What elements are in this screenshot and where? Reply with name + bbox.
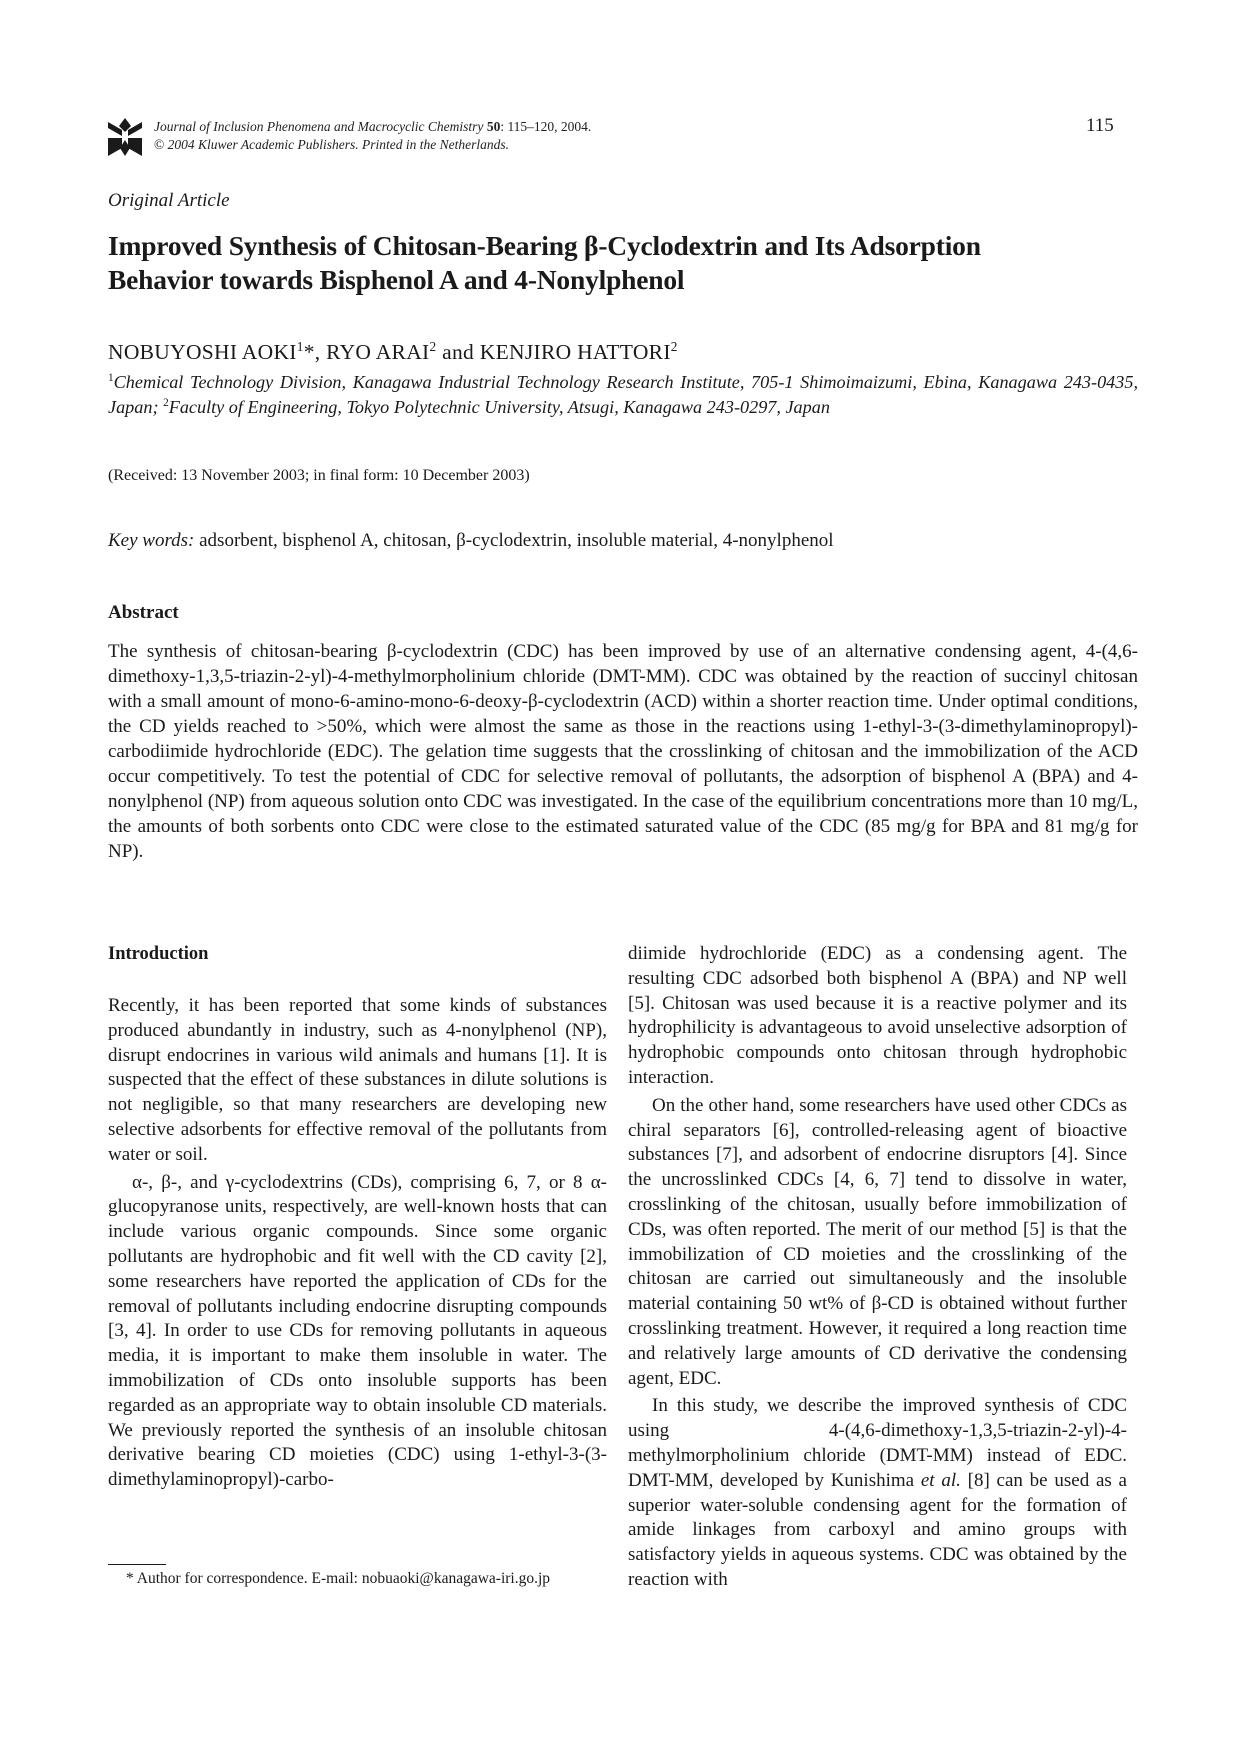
affiliation-2: Faculty of Engineering, Tokyo Polytechnic University, Atsugi, Kanagawa 243-0297, Japan — [168, 397, 830, 417]
intro-paragraph-5 — [628, 1394, 1127, 1592]
kluwer-logo-icon — [108, 118, 142, 156]
affil-mark: 1 — [296, 338, 304, 354]
journal-citation — [154, 118, 874, 136]
corresponding-mark: *, — [303, 340, 321, 364]
et-al: et al. — [920, 1469, 961, 1491]
copyright-symbol: © — [154, 137, 165, 152]
affiliation-1: Chemical Technology Division, Kanagawa Industrial Technology Research Institute, 705-1 Shimoimaizumi, Ebina, Kanagawa 243-0435, Japan; — [108, 372, 1138, 417]
author-arai: RYO ARAI — [320, 340, 430, 364]
affil-mark: 2 — [163, 396, 169, 409]
journal-header — [154, 118, 874, 154]
journal-pages: : 115–120, 2004. — [500, 119, 592, 134]
abstract-body: The synthesis of chitosan-bearing β-cyclodextrin (CDC) has been improved by use of an alternative condensing agent, 4-(4,6-dimethoxy-1,3,5-triazin-2-yl)-4-methylmorpholinium chloride (DMT-MM). CDC was obtained by the reaction of succinyl chitosan with a small amount of mono-6-amino-mono-6-deoxy-β-cyclodextrin (ACD) within a shorter reaction time. Under optimal conditions, the CD yields reached to >50%, which were almost the same as those in the reactions using 1-ethyl-3-(3-dimethylaminopropyl)-carbodiimide hydrochloride (EDC). The gelation time suggests that the crosslinking of chitosan and the immobilization of the ACD occur competitively. To test the potential of CDC for selective removal of pollutants, the adsorption of bisphenol A (BPA) and 4-nonylphenol (NP) from aqueous solution onto CDC was investigated. In the case of the equilibrium concentrations more than 10 mg/L, the amounts of both sorbents onto CDC were close to the estimated saturated value of the CDC (85 mg/g for BPA and 81 mg/g for NP). — [108, 641, 1138, 862]
copyright-text: 2004 Kluwer Academic Publishers. Printed in the Netherlands. — [167, 137, 509, 152]
title-line-1: Improved Synthesis of Chitosan-Bearing β-Cyclodextrin and Its Adsorption — [108, 230, 981, 261]
page-number: 115 — [1086, 115, 1114, 136]
affil-mark: 1 — [108, 371, 114, 384]
keywords — [108, 530, 834, 552]
intro-paragraph-1: Recently, it has been reported that some kinds of substances produced abundantly in industry, such as 4-nonylphenol (NP), disrupt endocrines in various wild animals and humans [1]. It is suspected that the effect of these substances in dilute solutions is not negligible, so that many researchers are developing new selective adsorbents for effective removal of the pollutants from water or soil. — [108, 995, 607, 1165]
received-dates: (Received: 13 November 2003; in final form: 10 December 2003) — [108, 467, 530, 484]
intro-paragraph-3: diimide hydrochloride (EDC) as a condensing agent. The resulting CDC adsorbed both bisphenol A (BPA) and NP well [5]. Chitosan was used because it is a reactive polymer and its hydrophilicity is advantageous to avoid unselective adsorption of hydrophobic compounds onto chitosan through hydrophobic interaction. — [628, 943, 1127, 1088]
footnote-rule — [108, 1564, 166, 1565]
affil-mark: 2 — [429, 338, 437, 354]
intro-paragraph-4: On the other hand, some researchers have used other CDCs as chiral separators [6], controlled-releasing agent of bioactive substances [7], and adsorbent of endocrine disruptors [4]. Since the uncrosslinked CDCs [4, 6, 7] tend to dissolve in water, crosslinking of the chitosan, usually before immobilization of CDs, was often reported. The merit of our method [5] is that the immobilization of CD moieties and the crosslinking of the chitosan are carried out simultaneously and the insoluble material containing 50 wt% of β-CD is obtained without further crosslinking treatment. However, it required a long reaction time and relatively large amounts of CD derivative the condensing agent, EDC. — [628, 1094, 1127, 1389]
affiliations — [108, 370, 1138, 420]
left-column — [108, 994, 607, 1493]
journal-name: Journal of Inclusion Phenomena and Macrocyclic Chemistry — [154, 119, 484, 134]
introduction-heading: Introduction — [108, 944, 209, 964]
paper-title — [108, 229, 1138, 297]
intro-paragraph-5-tail: [8] can be used as a superior water-soluble condensing agent for the formation of amide linkages from carboxyl and amino groups with satisfactory yields in aqueous systems. CDC was obtained by the reaction with — [628, 1469, 1127, 1590]
keywords-label: Key words: — [108, 530, 195, 551]
footnote: * Author for correspondence. E-mail: nobuaoki@kanagawa-iri.go.jp — [126, 1570, 551, 1587]
author-hattori: and KENJIRO HATTORI — [436, 340, 671, 364]
right-column — [628, 942, 1127, 1593]
copyright-line — [154, 136, 874, 154]
intro-paragraph-2: α-, β-, and γ-cyclodextrins (CDs), comprising 6, 7, or 8 α-glucopyranose units, respectively, are well-known hosts that can include various organic compounds. Since some organic pollutants are hydrophobic and fit well with the CD cavity [2], some researchers have reported the application of CDs for the removal of pollutants including endocrine disrupting compounds [3, 4]. In order to use CDs for removing pollutants in aqueous media, it is important to make them insoluble in water. The immobilization of CDs onto insoluble supports has been regarded as an appropriate way to obtain insoluble CD materials. We previously reported the synthesis of an insoluble chitosan derivative bearing CD moieties (CDC) using 1-ethyl-3-(3-dimethylaminopropyl)-carbo- — [108, 1171, 607, 1491]
article-type: Original Article — [108, 190, 230, 211]
abstract-heading: Abstract — [108, 602, 179, 623]
journal-volume: 50 — [486, 119, 501, 134]
keywords-text: adsorbent, bisphenol A, chitosan, β-cyclodextrin, insoluble material, 4-nonylphenol — [194, 530, 834, 551]
affil-mark: 2 — [670, 338, 678, 354]
title-line-2: Behavior towards Bisphenol A and 4-Nonylphenol — [108, 264, 685, 295]
author-aoki: NOBUYOSHI AOKI — [108, 340, 297, 364]
author-list — [108, 340, 678, 365]
intro-paragraph-5-text: In this study, we describe the improved synthesis of CDC using 4-(4,6-dimethoxy-1,3,5-triazin-2-yl)-4-methylmorpholinium chloride (DMT-MM) instead of EDC. DMT-MM, developed by Kunishima — [628, 1395, 1127, 1491]
